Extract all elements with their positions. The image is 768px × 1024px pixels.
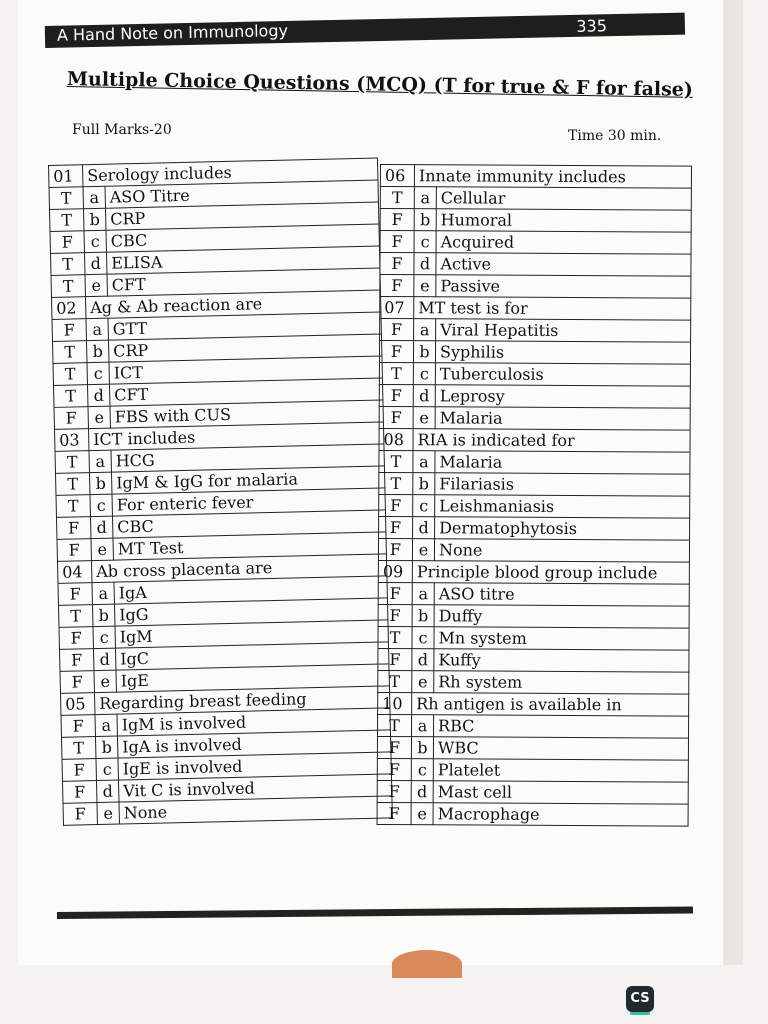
option-text: Duffy [434, 605, 689, 628]
option-text: CBC [112, 510, 385, 538]
answer-cell: F [378, 604, 412, 626]
question-text: Ag & Ab reaction are [85, 290, 380, 319]
option-text: FBS with CUS [110, 400, 383, 428]
option-text: WBC [433, 737, 688, 760]
question-row [379, 428, 690, 452]
answer-cell: T [51, 275, 85, 298]
question-number: 09 [378, 560, 412, 582]
option-letter: e [413, 407, 435, 429]
answer-cell: F [62, 759, 96, 782]
answer-cell: F [380, 319, 414, 341]
answer-cell: T [51, 253, 85, 276]
option-text: Dermatophytosis [435, 517, 690, 540]
option-row [380, 209, 691, 233]
option-letter: b [92, 604, 114, 626]
option-letter: e [97, 802, 119, 824]
option-text: IgG [114, 598, 387, 626]
answer-cell: T [55, 473, 89, 496]
option-text: Malaria [435, 407, 690, 430]
option-text: For enteric fever [112, 488, 385, 516]
answer-cell: F [380, 253, 414, 275]
option-text: ELISA [106, 246, 379, 274]
question-text: Innate immunity includes [414, 165, 691, 188]
question-row [378, 560, 689, 584]
option-row [377, 802, 688, 826]
answer-cell: T [50, 209, 84, 232]
option-letter: e [412, 539, 434, 561]
option-letter: c [93, 626, 115, 648]
question-number: 02 [52, 297, 86, 320]
option-letter: c [411, 759, 433, 781]
answer-cell: T [379, 450, 413, 472]
option-letter: e [412, 671, 434, 693]
option-row [379, 472, 690, 496]
option-text: Kuffy [434, 649, 689, 672]
answer-cell: T [378, 670, 412, 692]
answer-cell: F [52, 319, 86, 342]
option-row [380, 187, 691, 211]
option-text: IgC [115, 642, 388, 670]
option-text: Cellular [436, 187, 691, 210]
answer-cell: T [379, 472, 413, 494]
option-letter: b [411, 737, 433, 759]
question-row [380, 165, 691, 189]
question-text: Regarding breast feeding [94, 686, 389, 715]
question-number: 10 [378, 692, 412, 714]
option-letter: a [83, 186, 105, 208]
question-number: 06 [380, 165, 414, 187]
option-text: MT Test [113, 532, 386, 560]
mcq-table-left [48, 158, 393, 826]
question-row [378, 692, 689, 716]
answer-cell: F [379, 384, 413, 406]
time-limit: Time 30 min. [568, 128, 662, 144]
option-letter: a [412, 583, 434, 605]
answer-cell: F [379, 516, 413, 538]
option-row [379, 516, 690, 540]
option-row [380, 231, 691, 255]
option-text: HCG [111, 444, 384, 472]
answer-cell: F [377, 758, 411, 780]
full-marks: Full Marks-20 [72, 122, 172, 138]
answer-cell: F [380, 275, 414, 297]
answer-cell: F [377, 780, 411, 802]
option-letter: d [414, 253, 436, 275]
answer-cell: F [62, 781, 96, 804]
answer-cell: T [56, 495, 90, 518]
option-text: IgM is involved [117, 708, 390, 736]
option-text: IgA is involved [117, 730, 390, 758]
option-letter: d [90, 516, 112, 538]
question-text: Ab cross placenta are [91, 554, 386, 583]
answer-cell: F [379, 494, 413, 516]
answer-cell: T [378, 626, 412, 648]
option-letter: c [413, 363, 435, 385]
answer-cell: F [56, 517, 90, 540]
option-row [378, 538, 689, 562]
mcq-table-right [377, 164, 692, 827]
option-row [380, 275, 691, 299]
option-letter: e [91, 538, 113, 560]
question-text: RIA is indicated for [413, 429, 690, 452]
option-letter: d [413, 385, 435, 407]
question-text: Principle blood group include [412, 561, 689, 584]
option-text: CBC [106, 224, 379, 252]
option-text: Mn system [434, 627, 689, 650]
option-text: ICT [109, 356, 382, 384]
option-letter: b [414, 209, 436, 231]
left-tbody [49, 158, 393, 825]
question-number: 03 [55, 429, 89, 452]
option-text: RBC [434, 715, 689, 738]
answer-cell: T [378, 714, 412, 736]
option-letter: e [88, 406, 110, 428]
answer-cell: F [378, 538, 412, 560]
answer-cell: T [61, 737, 95, 760]
answer-cell: F [61, 715, 95, 738]
option-text: IgA [114, 576, 387, 604]
option-row [377, 780, 688, 804]
option-row [377, 758, 688, 782]
answer-cell: F [380, 209, 414, 231]
option-letter: e [94, 670, 116, 692]
option-letter: a [95, 714, 117, 736]
option-letter: a [412, 715, 434, 737]
answer-cell: F [54, 407, 88, 430]
answer-cell: T [54, 385, 88, 408]
question-row [380, 297, 691, 321]
option-text: Passive [436, 275, 691, 298]
option-letter: b [89, 472, 111, 494]
right-tbody [377, 165, 691, 827]
option-text: Macrophage [433, 803, 688, 826]
option-letter: d [96, 780, 118, 802]
question-number: 05 [60, 693, 94, 716]
question-text: Serology includes [83, 158, 378, 187]
option-letter: b [95, 736, 117, 758]
option-letter: d [413, 517, 435, 539]
option-row [378, 648, 689, 672]
option-text: None [434, 539, 689, 562]
option-letter: c [414, 231, 436, 253]
question-number: 07 [380, 297, 414, 319]
question-text: Rh antigen is available in [412, 693, 689, 716]
answer-cell: T [53, 341, 87, 364]
answer-cell: T [53, 363, 87, 386]
option-text: Rh system [434, 671, 689, 694]
option-row [379, 384, 690, 408]
answer-cell: F [379, 341, 413, 363]
option-letter: e [414, 275, 436, 297]
option-row [378, 670, 689, 694]
option-row [378, 604, 689, 628]
option-text: Acquired [436, 231, 691, 254]
option-letter: d [412, 649, 434, 671]
option-letter: c [412, 627, 434, 649]
option-text: IgE is involved [118, 752, 391, 780]
option-letter: d [93, 648, 115, 670]
option-letter: c [90, 494, 112, 516]
answer-cell: T [58, 605, 92, 628]
option-text: Vit C is involved [118, 774, 391, 802]
option-text: Platelet [433, 759, 688, 782]
option-text: IgM & IgG for malaria [111, 466, 384, 494]
page-number: 335 [576, 16, 608, 36]
option-text: Viral Hepatitis [436, 319, 691, 342]
option-row [379, 494, 690, 518]
option-letter: d [87, 384, 109, 406]
option-row [378, 626, 689, 650]
option-letter: a [413, 451, 435, 473]
answer-cell: F [380, 231, 414, 253]
option-letter: a [92, 582, 114, 604]
camscanner-logo: CS [626, 986, 654, 1012]
answer-cell: F [59, 627, 93, 650]
option-text: Mast cell [433, 781, 688, 804]
question-number: 04 [57, 561, 91, 584]
option-letter: a [89, 450, 111, 472]
option-text: CRP [108, 334, 381, 362]
answer-cell: F [63, 803, 97, 826]
option-text: IgM [115, 620, 388, 648]
option-text: CFT [109, 378, 382, 406]
answer-cell: T [379, 362, 413, 384]
answer-cell: F [57, 539, 91, 562]
option-letter: e [411, 803, 433, 825]
option-text: CFT [107, 268, 380, 296]
option-row [379, 341, 690, 365]
option-letter: a [414, 187, 436, 209]
answer-cell: F [50, 231, 84, 254]
option-letter: a [414, 319, 436, 341]
option-letter: d [84, 252, 106, 274]
answer-cell: T [380, 187, 414, 209]
option-text: None [119, 796, 392, 824]
question-text: MT test is for [414, 297, 691, 320]
option-letter: c [87, 362, 109, 384]
option-letter: b [413, 473, 435, 495]
option-letter: e [85, 274, 107, 296]
option-letter: b [84, 208, 106, 230]
option-letter: b [86, 340, 108, 362]
answer-cell: F [59, 649, 93, 672]
option-text: Malaria [435, 451, 690, 474]
option-text: CRP [105, 202, 378, 230]
page-title: Multiple Choice Questions (MCQ) (T for true & F for false) [66, 68, 694, 101]
option-row [379, 406, 690, 430]
option-letter: b [413, 341, 435, 363]
option-letter: b [412, 605, 434, 627]
finger-shadow [392, 950, 462, 978]
option-text: IgE [116, 664, 389, 692]
option-letter: d [411, 781, 433, 803]
answer-cell: F [379, 406, 413, 428]
page-edge [723, 0, 743, 965]
option-text: Humoral [436, 209, 691, 232]
question-number: 01 [49, 165, 83, 188]
option-letter: c [413, 495, 435, 517]
option-text: Leprosy [435, 385, 690, 408]
option-row [380, 253, 691, 277]
option-row [379, 362, 690, 386]
option-letter: c [96, 758, 118, 780]
option-row [377, 736, 688, 760]
answer-cell: F [378, 582, 412, 604]
answer-cell: F [378, 648, 412, 670]
option-letter: c [84, 230, 106, 252]
answer-cell: F [60, 671, 94, 694]
answer-cell: F [58, 583, 92, 606]
option-row [380, 319, 691, 343]
option-text: Tuberculosis [435, 363, 690, 386]
option-text: Leishmaniasis [435, 495, 690, 518]
answer-cell: T [49, 187, 83, 210]
option-text: Active [436, 253, 691, 276]
option-text: ASO titre [434, 583, 689, 606]
option-row [379, 450, 690, 474]
option-text: GTT [108, 312, 381, 340]
option-text: Filariasis [435, 473, 690, 496]
option-text: Syphilis [435, 341, 690, 364]
answer-cell: F [377, 802, 411, 824]
option-letter: a [86, 318, 108, 340]
answer-cell: F [377, 736, 411, 758]
option-row [378, 714, 689, 738]
question-text: ICT includes [88, 422, 383, 451]
option-row [378, 582, 689, 606]
book-title: A Hand Note on Immunology [56, 20, 289, 45]
option-text: ASO Titre [105, 180, 378, 208]
answer-cell: T [55, 451, 89, 474]
question-number: 08 [379, 428, 413, 450]
